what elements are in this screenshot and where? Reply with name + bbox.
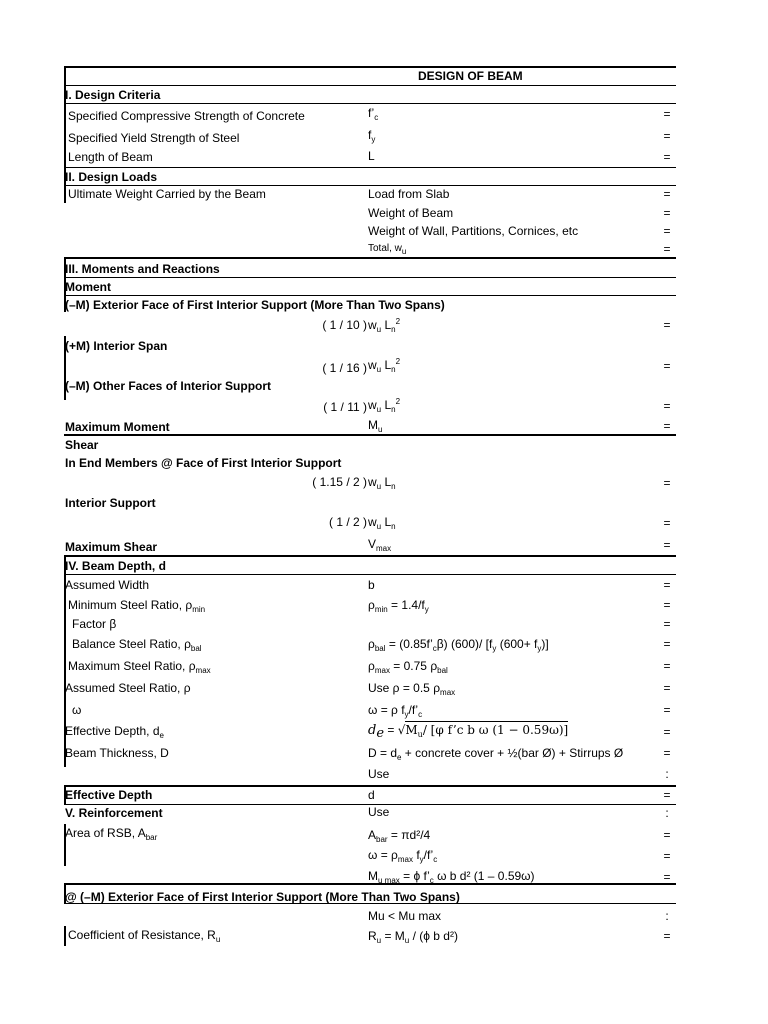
label-assumed-steel-ratio: Assumed Steel Ratio, ρ bbox=[65, 681, 191, 695]
label-fc: Specified Compressive Strength of Concrete bbox=[68, 109, 305, 123]
label-total-wu: Total, $w_u$ bbox=[368, 243, 407, 256]
label-length: Length of Beam bbox=[68, 150, 153, 164]
rule bbox=[64, 555, 676, 557]
rule bbox=[64, 85, 676, 86]
label-factor-beta: Factor β bbox=[72, 617, 117, 631]
formula-rho-bal: $\rho_{bal}$ = $(0.85f’_c\beta)$ (600)/ [$f_y$ $(600+ f_y)$] bbox=[368, 637, 549, 653]
symbol-L: L bbox=[368, 149, 375, 163]
rule bbox=[64, 185, 676, 186]
formula-wu-ln2: $w_u$ $L_n^2$ bbox=[368, 397, 401, 414]
formula-de: $d_e = √M_u/$ [φ f’c b ω (1 − 0.59ω)] bbox=[368, 723, 569, 741]
document-title: DESIGN OF BEAM bbox=[418, 69, 523, 83]
formula-wu-ln2: $w_u$ $L_n^2$ bbox=[368, 357, 401, 374]
rule bbox=[64, 883, 676, 885]
rule bbox=[64, 103, 676, 104]
equals-sign: = bbox=[663, 476, 671, 490]
equals-sign: = bbox=[663, 399, 671, 413]
label-min-steel-ratio: Minimum Steel Ratio, $\rho_{min}$ bbox=[68, 598, 206, 614]
label-maximum-moment: Maximum Moment bbox=[65, 420, 170, 434]
formula-rho-max: $\rho_{max} = 0.75$ $\rho_{bal}$ bbox=[368, 659, 448, 675]
label-area-rsb: Area of RSB, $A_{bar}$ bbox=[65, 826, 158, 842]
equals-sign: = bbox=[663, 828, 671, 842]
formula-omega-max: $\omega = \rho_{max}$ $f_y/f’_c$ bbox=[368, 848, 438, 864]
coef-1-15-2: ( 1.15 / 2 ) bbox=[312, 475, 367, 489]
label-weight-of-beam: Weight of Beam bbox=[368, 206, 454, 220]
label-shear: Shear bbox=[65, 438, 99, 452]
section-design-criteria: I. Design Criteria bbox=[65, 88, 161, 102]
formula-rho-min: $\rho_{min} = 1.4/f_y$ bbox=[368, 598, 429, 614]
label-weight-of-wall: Weight of Wall, Partitions, Cornices, etc bbox=[368, 224, 579, 238]
label-maximum-shear: Maximum Shear bbox=[65, 540, 158, 554]
design-sheet bbox=[64, 66, 676, 946]
formula-area-bar: $A_{bar} = \pi d^2/4$ bbox=[368, 828, 431, 844]
section-beam-depth: IV. Beam Depth, d bbox=[65, 559, 166, 573]
symbol-Vmax: $V_{max}$ bbox=[368, 537, 392, 553]
label-end-members: In End Members @ Face of First Interior Support bbox=[65, 456, 342, 470]
rule-top bbox=[64, 66, 676, 68]
equals-sign: = bbox=[663, 516, 671, 530]
colon-sign: : bbox=[665, 767, 669, 781]
equals-sign: = bbox=[663, 870, 671, 884]
section-exterior-face: @ (–M) Exterior Face of First Interior Support (More Than Two Spans) bbox=[65, 890, 460, 904]
section-reinforcement: V. Reinforcement bbox=[65, 806, 163, 820]
equals-sign: = bbox=[663, 359, 671, 373]
border-left bbox=[64, 66, 66, 186]
label-balance-steel-ratio: Balance Steel Ratio, $\rho_{bal}$ bbox=[72, 637, 202, 653]
equals-sign: = bbox=[663, 746, 671, 760]
rule bbox=[64, 434, 676, 436]
equals-sign: = bbox=[663, 107, 671, 121]
symbol-d: d bbox=[368, 788, 375, 802]
equals-sign: = bbox=[663, 637, 671, 651]
rule bbox=[64, 574, 676, 575]
rule bbox=[64, 167, 676, 168]
equals-sign: = bbox=[663, 788, 671, 802]
formula-wu-ln: $w_u$ $L_n$ bbox=[368, 515, 396, 531]
rule bbox=[64, 785, 676, 787]
label-pos-moment-interior: (+M) Interior Span bbox=[65, 339, 168, 353]
label-load-from-slab: Load from Slab bbox=[368, 187, 450, 201]
formula-omega: ω = ρ $f_y/f’_c$ bbox=[368, 703, 423, 719]
equals-sign: = bbox=[663, 725, 671, 739]
equals-sign: = bbox=[663, 929, 671, 943]
equals-sign: = bbox=[663, 659, 671, 673]
formula-beam-thickness: $D = d_e$ + concrete cover + ½(bar Ø) + Stirrups Ø bbox=[368, 746, 624, 762]
label-mu-less-than-mumax: Mu < Mu max bbox=[368, 909, 442, 923]
label-omega: ω bbox=[72, 703, 82, 717]
equals-sign: = bbox=[663, 703, 671, 717]
label-beam-thickness: Beam Thickness, D bbox=[65, 746, 169, 760]
symbol-Mu: $M_u$ bbox=[368, 418, 383, 434]
equals-sign: = bbox=[663, 242, 671, 256]
label-use: Use bbox=[368, 767, 390, 781]
label-assumed-width: Assumed Width bbox=[65, 578, 150, 592]
equals-sign: = bbox=[663, 617, 671, 631]
label-max-steel-ratio: Maximum Steel Ratio, $\rho_{max}$ bbox=[68, 659, 211, 675]
coef-1-10: ( 1 / 10 ) bbox=[322, 318, 367, 332]
equals-sign: = bbox=[663, 224, 671, 238]
equals-sign: = bbox=[663, 187, 671, 201]
label-effective-depth: Effective Depth bbox=[65, 788, 153, 802]
formula-mu-max: $M_{u max} = \phi$ $f’_c$ ω b d² (1 – 0.59ω) bbox=[368, 869, 535, 885]
symbol-fy: $f_y$ bbox=[368, 128, 376, 144]
equals-sign: = bbox=[663, 598, 671, 612]
label-neg-moment-exterior: (–M) Exterior Face of First Interior Support (More Than Two Spans) bbox=[65, 298, 445, 312]
equals-sign: = bbox=[663, 849, 671, 863]
equals-sign: = bbox=[663, 681, 671, 695]
equals-sign: = bbox=[663, 129, 671, 143]
coef-1-2: ( 1 / 2 ) bbox=[328, 515, 367, 529]
rule bbox=[64, 277, 676, 278]
formula-wu-ln2: $w_u$ $L_n^2$ bbox=[368, 317, 401, 334]
symbol-b: b bbox=[368, 578, 375, 592]
border-left bbox=[64, 926, 66, 946]
coef-1-11: ( 1 / 11 ) bbox=[323, 400, 367, 414]
equals-sign: = bbox=[663, 318, 671, 332]
rule bbox=[64, 295, 676, 296]
formula-use-rho: Use ρ = 0.5 $\rho_{max}$ bbox=[368, 681, 456, 697]
border-left bbox=[64, 185, 66, 203]
equals-sign: = bbox=[663, 419, 671, 433]
label-fy: Specified Yield Strength of Steel bbox=[68, 131, 240, 145]
section-design-loads: II. Design Loads bbox=[65, 170, 158, 184]
colon-sign: : bbox=[665, 909, 669, 923]
label-neg-moment-other: (–M) Other Faces of Interior Support bbox=[65, 379, 272, 393]
equals-sign: = bbox=[663, 150, 671, 164]
label-interior-support: Interior Support bbox=[65, 496, 156, 510]
equals-sign: = bbox=[663, 538, 671, 552]
label-effective-depth-de: Effective Depth, $d_e$ bbox=[65, 724, 164, 740]
equals-sign: = bbox=[663, 578, 671, 592]
label-ultimate-weight: Ultimate Weight Carried by the Beam bbox=[68, 187, 266, 201]
formula-wu-ln: $w_u$ $L_n$ bbox=[368, 475, 396, 491]
section-moments-reactions: III. Moments and Reactions bbox=[65, 262, 220, 276]
label-moment: Moment bbox=[65, 280, 111, 294]
label-use: Use bbox=[368, 805, 390, 819]
rule bbox=[64, 257, 676, 259]
formula-ru: $R_u = M_u / (\phi$ b d²) bbox=[368, 929, 458, 945]
coef-1-16: ( 1 / 16 ) bbox=[322, 361, 367, 375]
symbol-fc: $f’_c$ bbox=[368, 106, 379, 122]
label-coefficient-resistance: Coefficient of Resistance, $R_u$ bbox=[68, 928, 221, 944]
colon-sign: : bbox=[665, 806, 669, 820]
equals-sign: = bbox=[663, 206, 671, 220]
